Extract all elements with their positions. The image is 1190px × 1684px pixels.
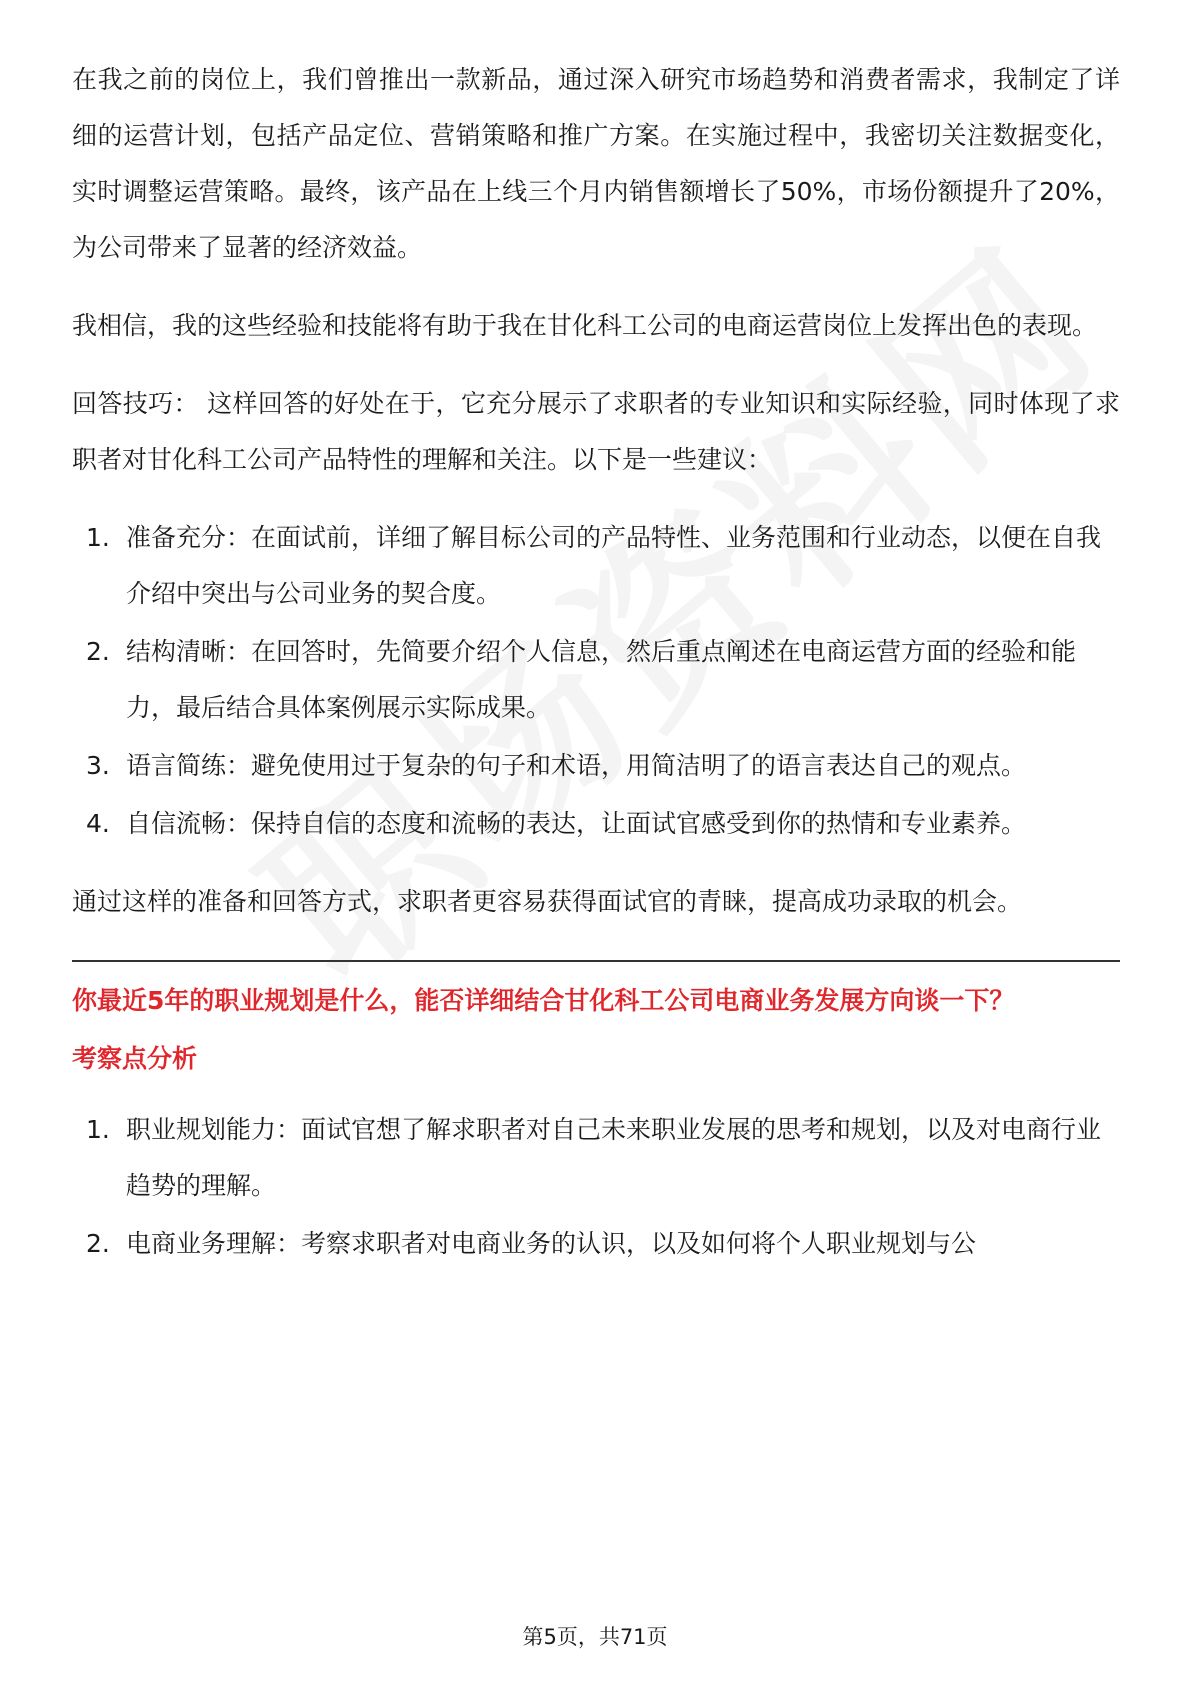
list-item [72, 796, 1120, 852]
tips-list [72, 510, 1120, 852]
list-item [72, 1216, 1120, 1272]
question-heading: 你最近5年的职业规划是什么，能否详细结合甘化科工公司电商业务发展方向谈一下？ [72, 986, 1015, 1015]
list-item-text: 语言简练：避免使用过于复杂的句子和术语，用简洁明了的语言表达自己的观点。 [126, 751, 1027, 780]
list-item-text: 电商业务理解：考察求职者对电商业务的认识，以及如何将个人职业规划与公 [126, 1229, 977, 1258]
list-item [72, 1102, 1120, 1214]
list-item-text: 职业规划能力：面试官想了解求职者对自己未来职业发展的思考和规划，以及对电商行业趋势的理解。 [126, 1115, 1102, 1200]
page-footer: 第5页，共71页 [522, 1625, 668, 1649]
list-item-text: 结构清晰：在回答时，先简要介绍个人信息，然后重点阐述在电商运营方面的经验和能力，最后结合具体案例展示实际成果。 [126, 637, 1077, 722]
paragraph-experience: 在我之前的岗位上，我们曾推出一款新品，通过深入研究市场趋势和消费者需求，我制定了详细的运营计划，包括产品定位、营销策略和推广方案。在实施过程中，我密切关注数据变化，实时调整运营策略。最终，该产品在上线三个月内销售额增长了50%，市场份额提升了20%，为公司带来了显著的经济效益。 [72, 65, 1120, 262]
list-item [72, 624, 1120, 736]
paragraph-closing: 通过这样的准备和回答方式，求职者更容易获得面试官的青睐，提高成功录取的机会。 [72, 887, 1023, 916]
analysis-title: 考察点分析 [72, 1044, 198, 1073]
list-item [72, 738, 1120, 794]
list-number: 4. [86, 809, 110, 838]
list-item-text: 自信流畅：保持自信的态度和流畅的表达，让面试官感受到你的热情和专业素养。 [126, 809, 1027, 838]
list-number: 2. [86, 1229, 110, 1258]
paragraph-answer-tips: 回答技巧： 这样回答的好处在于，它充分展示了求职者的专业知识和实际经验，同时体现了求职者对甘化科工公司产品特性的理解和关注。以下是一些建议： [72, 389, 1120, 474]
list-number: 1. [86, 1115, 110, 1144]
list-number: 2. [86, 637, 110, 666]
list-number: 1. [86, 523, 110, 552]
list-item [72, 510, 1120, 622]
list-item-text: 准备充分：在面试前，详细了解目标公司的产品特性、业务范围和行业动态，以便在自我介绍中突出与公司业务的契合度。 [126, 523, 1102, 608]
analysis-list [72, 1102, 1120, 1272]
section-divider [72, 960, 1120, 962]
list-number: 3. [86, 751, 110, 780]
paragraph-belief: 我相信，我的这些经验和技能将有助于我在甘化科工公司的电商运营岗位上发挥出色的表现。 [72, 311, 1098, 340]
document-page [72, 52, 1120, 1294]
